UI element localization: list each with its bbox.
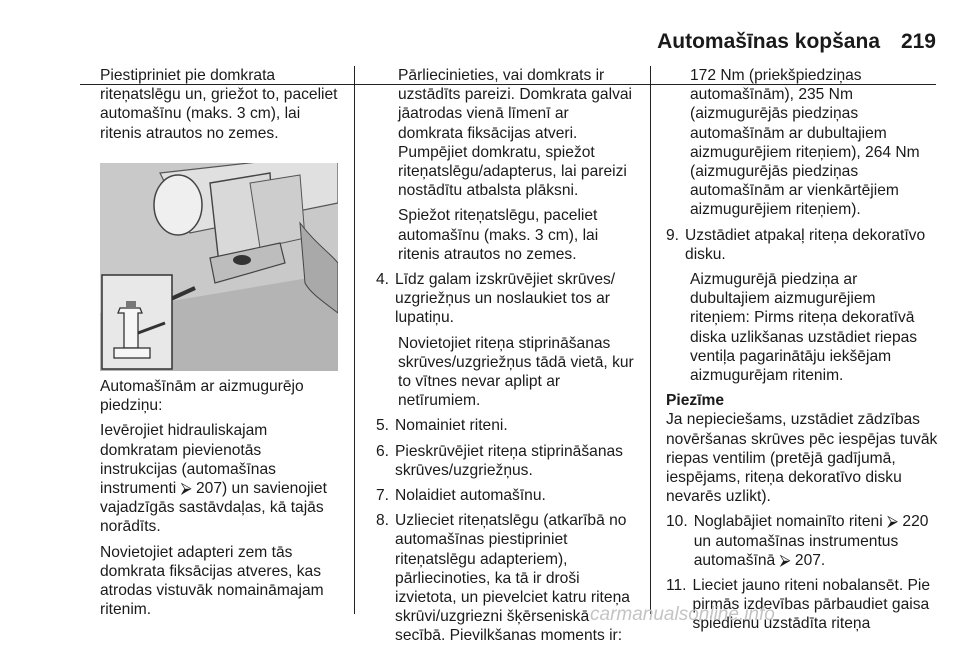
jack-illustration [100, 163, 338, 371]
note-text: Ja nepieciešams, uzstādiet zādzības novēršanas skrūves pēc iespējas tuvāk riepas ventilim (pretējā gadījumā, iespējams, riteņa dekoratīvo disku nevarēs uzlikt). [666, 411, 938, 506]
list-text: Noglabājiet nomainīto riteni ⮚ 220 un automašīnas instrumentus automašīnā ⮚ 207. [693, 513, 929, 569]
list-number: 4. [376, 271, 390, 289]
jack-illustration-svg [100, 163, 338, 371]
list-number: 7. [376, 487, 390, 505]
intro-paragraph: Piestipriniet pie domkrata riteņatslēgu un, griežot to, paceliet automašīnu (maks. 3 cm), lai ritenis atrautos no zemes. [100, 67, 338, 142]
column-3 [666, 66, 938, 640]
list-item [666, 512, 938, 570]
note-heading: Piezīme [666, 392, 725, 410]
paragraph: Spiežot riteņatslēgu, paceliet automašīnu (maks. 3 cm), lai ritenis atrautos no zemes. [398, 207, 599, 263]
list-item [666, 226, 938, 264]
watermark: carmanualsonline.info [590, 604, 775, 625]
list-item [376, 442, 638, 480]
list-number: 6. [376, 442, 390, 460]
list-item [376, 270, 638, 328]
section-title: Automašīnas kopšana [657, 30, 880, 53]
list-number: 8. [376, 512, 390, 530]
list-number: 5. [376, 417, 390, 435]
paragraph: Pumpējiet domkratu, spiežot riteņatslēgu/adapterus, lai pareizi nostādītu atbalsta plāksni. [398, 143, 627, 200]
list-number: 11. [666, 577, 687, 595]
column-2 [376, 66, 638, 652]
list-text: Nomainiet riteni. [395, 417, 508, 435]
column-1-lower [100, 377, 340, 625]
list-number: 10. [666, 513, 688, 531]
column-divider [650, 66, 651, 614]
paragraph: Aizmugurējā piedziņa ar dubultajiem aizmugurējiem riteņiem: Pirms riteņa dekoratīvā diska uzlikšanas uzstādiet riepas ventiļa pagarinātāju iekšējam aizmugurējam ritenim. [690, 271, 918, 385]
list-number: 9. [666, 226, 680, 244]
list-text: Pieskrūvējiet riteņa stiprināšanas skrūves/uzgriežņus. [395, 442, 623, 479]
paragraph: 172 Nm (priekšpiedziņas automašīnām), 235 Nm (aizmugurējās piedziņas automašīnām ar dubultajiem aizmugurējiem riteņiem), 264 Nm (aizmugurējās piedziņas automašīnām ar vienkārtējiem aizmugurējiem riteņiem). [690, 67, 920, 219]
paragraph: Novietojiet riteņa stiprināšanas skrūves/uzgriežņus tādā vietā, kur to vītnes nevar aplipt ar netīrumiem. [398, 334, 634, 410]
column-divider [354, 66, 355, 614]
list-text: Uzstādiet atpakaļ riteņa dekoratīvo disku. [685, 226, 926, 263]
paragraph: Pārliecinieties, vai domkrats ir uzstādīts pareizi. Domkrata galvai jāatrodas vienā līmenī ar domkrata fiksācijas atveri. [398, 67, 633, 142]
paragraph: Ievērojiet hidrauliskajam domkratam pievienotās instrukcijas (automašīnas instrumenti ⮚ 207) un savienojiet vajadzīgās sastāvdaļas, kā tajās norādīts. [100, 422, 327, 536]
list-text: Nolaidiet automašīnu. [395, 487, 546, 505]
figure-caption: Automašīnām ar aizmugurējo piedziņu: [100, 378, 304, 415]
list-text: Lieciet jauno riteni nobalansēt. Pie pirmās izdevības pārbaudiet gaisa spiedienu uzstādīta riteņa [692, 577, 931, 633]
list-item [376, 416, 638, 435]
list-text: Uzlieciet riteņatslēgu (atkarībā no automašīnas piestipriniet riteņatslēgu adapteriem), pārliecinoties, ka tā ir droši izvietota, un pievelciet katru riteņa skrūvi/uzgriezni šķērseniskā secībā. Pievilkšanas moments ir: [395, 512, 630, 645]
column-1 [100, 66, 340, 149]
list-text: Līdz galam izskrūvējiet skrūves/ uzgriežņus un noslaukiet tos ar lupatiņu. [395, 271, 616, 327]
paragraph: Novietojiet adapteri zem tās domkrata fiksācijas atveres, kas atrodas vistuvāk nomaināmajam ritenim. [100, 543, 324, 619]
list-item [376, 486, 638, 505]
page-number: 219 [900, 30, 936, 53]
page-header [0, 30, 960, 58]
